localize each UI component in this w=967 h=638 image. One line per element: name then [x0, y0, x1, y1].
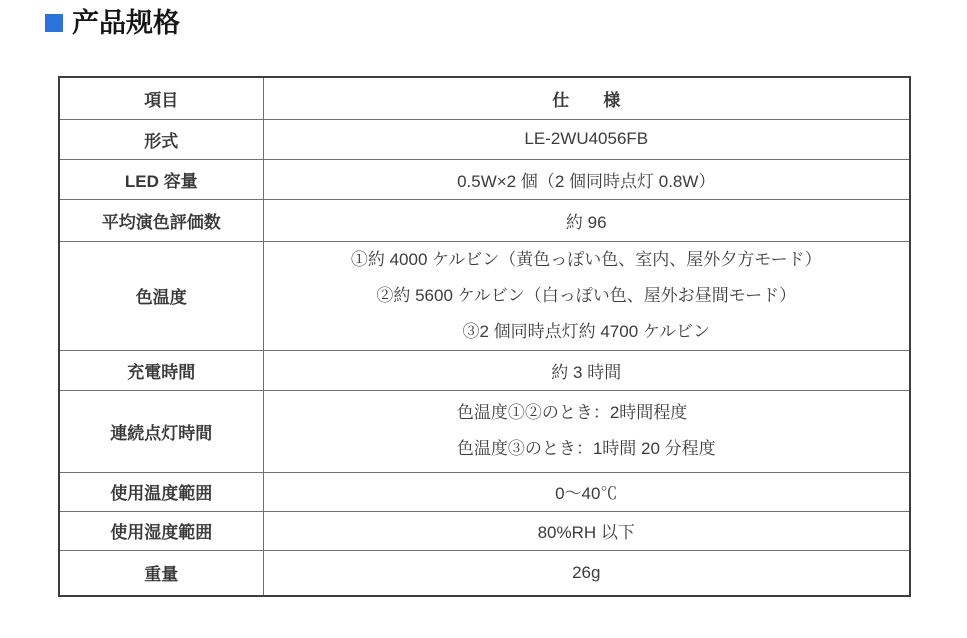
row-value-line: ③2 個同時点灯約 4700 ケルビン — [462, 321, 711, 341]
row-value: LE-2WU4056FB — [263, 119, 910, 159]
page-title-text: 产品规格 — [72, 8, 180, 38]
table-row-weight — [59, 550, 910, 596]
row-value: 80%RH 以下 — [263, 511, 910, 550]
table-row-cri — [59, 199, 910, 241]
table-row-continuous-lighting-time — [59, 390, 910, 472]
row-label: 色温度 — [59, 241, 263, 350]
table-header-row — [59, 77, 910, 119]
row-value-line: ①約 4000 ケルビン（黄色っぽい色、室内、屋外夕方モード） — [350, 249, 822, 269]
title-bullet-square-icon — [45, 14, 63, 32]
row-value: 0.5W×2 個（2 個同時点灯 0.8W） — [263, 159, 910, 199]
row-label: 連続点灯時間 — [59, 390, 263, 472]
table-row-led-capacity — [59, 159, 910, 199]
page-title — [45, 7, 967, 39]
row-value — [263, 390, 910, 472]
row-value-line: 色温度③のとき：1時間 20 分程度 — [456, 439, 716, 458]
table-row-model — [59, 119, 910, 159]
row-label: 形式 — [59, 119, 263, 159]
row-value — [263, 241, 910, 350]
spec-table — [58, 76, 911, 597]
table-row-color-temperature — [59, 241, 910, 350]
row-label: 充電時間 — [59, 350, 263, 390]
table-row-charge-time — [59, 350, 910, 390]
header-cell-spec: 仕 様 — [263, 77, 910, 119]
row-label: LED 容量 — [59, 159, 263, 199]
row-value-line: ②約 5600 ケルビン（白っぽい色、屋外お昼間モード） — [376, 285, 797, 305]
table-row-operating-temperature-range — [59, 472, 910, 511]
row-label: 平均演色評価数 — [59, 199, 263, 241]
row-value: 約 96 — [263, 199, 910, 241]
table-row-operating-humidity-range — [59, 511, 910, 550]
header-cell-item: 項目 — [59, 77, 263, 119]
row-label: 使用湿度範囲 — [59, 511, 263, 550]
row-label: 使用温度範囲 — [59, 472, 263, 511]
row-value: 0〜40℃ — [263, 472, 910, 511]
row-value-block — [457, 395, 716, 467]
row-value: 26g — [263, 550, 910, 596]
row-value: 約 3 時間 — [263, 350, 910, 390]
row-value-line: 色温度①②のとき：2時間程度 — [456, 403, 688, 422]
row-label: 重量 — [59, 550, 263, 596]
